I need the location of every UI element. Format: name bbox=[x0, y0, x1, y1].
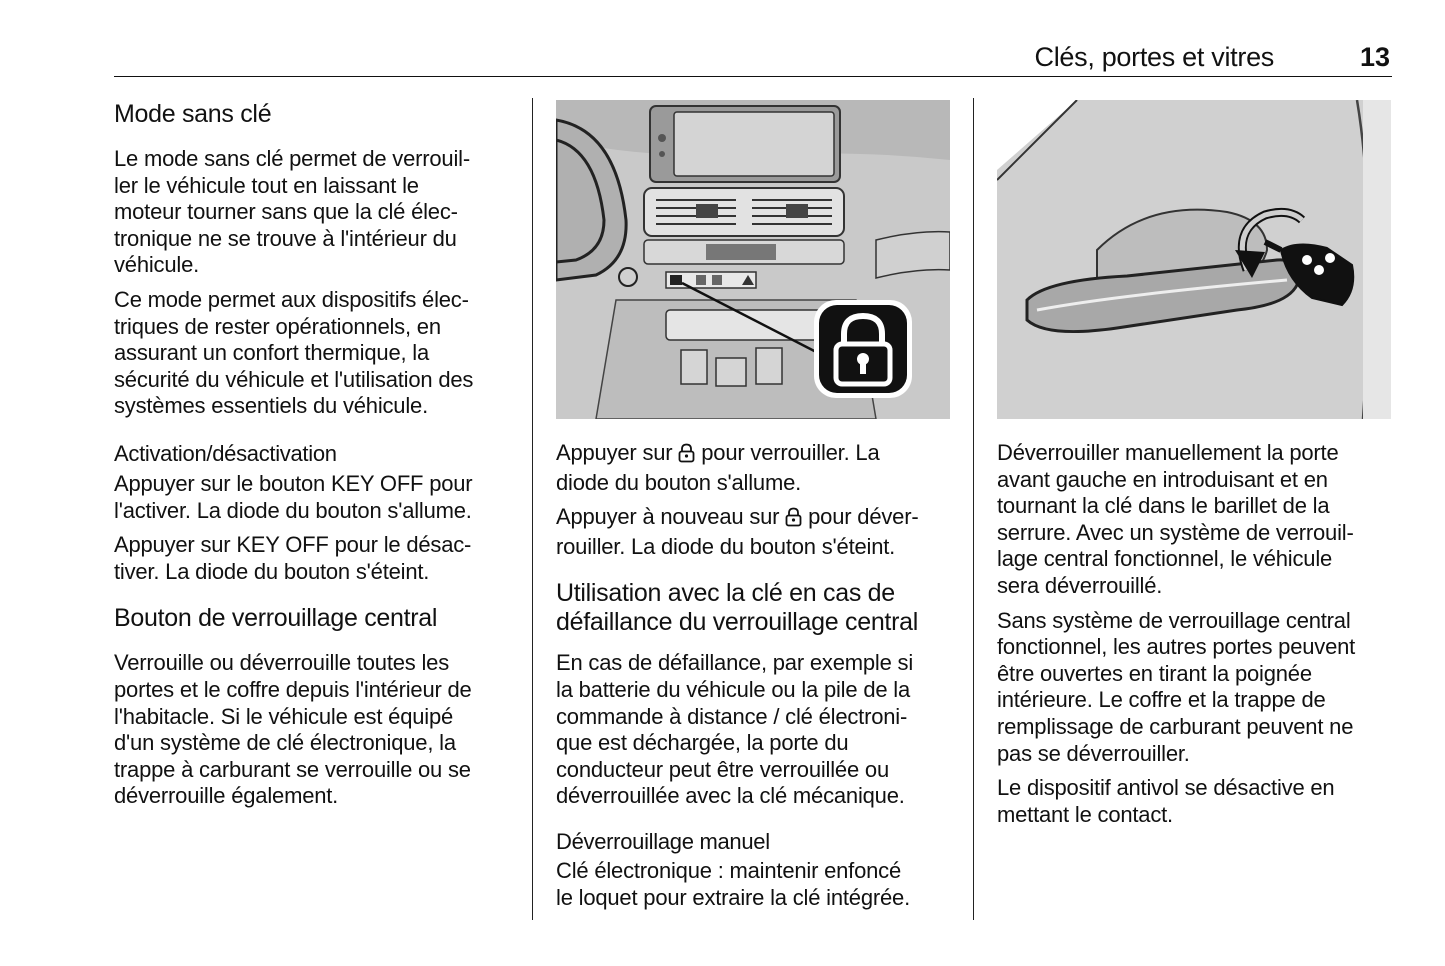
column-divider-1 bbox=[532, 98, 533, 920]
paragraph-activation-2 bbox=[114, 532, 514, 585]
text-line: tronique ne se trouve à l'intérieur du bbox=[114, 225, 457, 251]
text-line: serrure. Avec un système de verrouil- bbox=[997, 519, 1354, 545]
door-handle-key-illustration bbox=[997, 100, 1391, 419]
text-line: le loquet pour extraire la clé intégrée. bbox=[556, 884, 910, 910]
padlock-icon bbox=[785, 507, 802, 527]
text-line: lage central fonctionnel, le véhicule bbox=[997, 546, 1333, 572]
paragraph-keyless-2 bbox=[114, 287, 514, 420]
title-line: Utilisation avec la clé en cas de bbox=[556, 579, 895, 608]
text-line: la batterie du véhicule ou la pile de la bbox=[556, 676, 911, 702]
text-line: assurant un confort thermique, la bbox=[114, 340, 430, 366]
text-line: Le mode sans clé permet de verrouil- bbox=[114, 146, 470, 171]
text-line: Clé électronique : maintenir enfoncé bbox=[556, 857, 902, 883]
paragraph-lock-press bbox=[556, 440, 956, 496]
section-title-central-lock: Bouton de verrouillage central bbox=[114, 604, 438, 633]
page-number: 13 bbox=[1359, 42, 1390, 72]
text-line: déverrouille également. bbox=[114, 783, 339, 809]
page-header bbox=[114, 38, 1392, 77]
text-line: rouiller. La diode du bouton s'éteint. bbox=[556, 533, 896, 559]
paragraph-antitheft bbox=[997, 775, 1397, 828]
text-line: Déverrouiller manuellement la porte bbox=[997, 440, 1339, 465]
paragraph-unlock-press bbox=[556, 504, 956, 560]
section-title-key-failure bbox=[556, 579, 956, 637]
text-line: Ce mode permet aux dispositifs élec- bbox=[114, 286, 469, 312]
paragraph-activation-1 bbox=[114, 471, 514, 524]
title-line: défaillance du verrouillage central bbox=[556, 608, 918, 637]
paragraph-central-lock bbox=[114, 650, 514, 810]
text-line: d'un système de clé électronique, la bbox=[114, 730, 456, 756]
text-line: avant gauche en introduisant et en bbox=[997, 466, 1328, 492]
text-run: Appuyer sur bbox=[556, 440, 673, 465]
running-title: Clés, portes et vitres bbox=[1034, 42, 1274, 72]
text-line bbox=[556, 504, 956, 531]
dashboard-lock-button-illustration bbox=[556, 100, 950, 419]
text-line: sera déverrouillé. bbox=[997, 572, 1163, 598]
column-1 bbox=[114, 98, 514, 810]
text-line: fonctionnel, les autres portes peuvent bbox=[997, 634, 1356, 660]
text-line: déverrouillée avec la clé mécanique. bbox=[556, 783, 905, 809]
text-line: tournant la clé dans le barillet de la bbox=[997, 493, 1330, 519]
padlock-icon bbox=[678, 443, 695, 463]
text-line bbox=[556, 440, 956, 467]
text-line: l'activer. La diode du bouton s'allume. bbox=[114, 497, 472, 523]
text-line: En cas de défaillance, par exemple si bbox=[556, 650, 914, 676]
text-line: systèmes essentiels du véhicule. bbox=[114, 393, 428, 419]
text-line: intérieure. Le coffre et la trappe de bbox=[997, 687, 1326, 713]
text-run: pour verrouiller. La bbox=[701, 440, 880, 465]
text-line: que est déchargée, la porte du bbox=[556, 730, 849, 756]
text-line: véhicule. bbox=[114, 252, 200, 278]
text-line: conducteur peut être verrouillée ou bbox=[556, 756, 889, 782]
text-line: Appuyer sur KEY OFF pour le désac- bbox=[114, 532, 472, 558]
text-line: tiver. La diode du bouton s'éteint. bbox=[114, 558, 430, 584]
text-line: triques de rester opérationnels, en bbox=[114, 313, 441, 339]
text-line: commande à distance / clé électroni- bbox=[556, 703, 908, 729]
text-line: sécurité du véhicule et l'utilisation des bbox=[114, 366, 474, 392]
text-line: l'habitacle. Si le véhicule est équipé bbox=[114, 703, 454, 729]
text-line: être ouvertes en tirant la poignée bbox=[997, 660, 1312, 686]
text-line: mettant le contact. bbox=[997, 801, 1173, 827]
text-line: Le dispositif antivol se désactive en bbox=[997, 775, 1335, 801]
column-2 bbox=[556, 440, 956, 911]
text-line: Verrouille ou déverrouille toutes les bbox=[114, 650, 450, 676]
text-line: remplissage de carburant peuvent ne bbox=[997, 713, 1354, 739]
text-line: Appuyer sur le bouton KEY OFF pour bbox=[114, 470, 473, 496]
text-line: ler le véhicule tout en laissant le bbox=[114, 172, 419, 198]
text-line: portes et le coffre depuis l'intérieur de bbox=[114, 676, 472, 702]
paragraph-keyless-1 bbox=[114, 146, 514, 279]
text-line: pas se déverrouiller. bbox=[997, 740, 1190, 766]
text-run: Appuyer à nouveau sur bbox=[556, 504, 780, 530]
text-line: trappe à carburant se verrouille ou se bbox=[114, 756, 471, 782]
column-3 bbox=[997, 440, 1397, 828]
text-line: Sans système de verrouillage central bbox=[997, 607, 1351, 633]
paragraph-key-failure bbox=[556, 650, 956, 810]
paragraph-manual-unlock-door bbox=[997, 440, 1397, 600]
subheading-activation: Activation/désactivation bbox=[114, 440, 337, 466]
section-title-keyless: Mode sans clé bbox=[114, 100, 272, 128]
paragraph-manual-unlock bbox=[556, 858, 956, 911]
subheading-manual-unlock: Déverrouillage manuel bbox=[556, 828, 770, 854]
column-divider-2 bbox=[973, 98, 974, 920]
text-line: moteur tourner sans que la clé élec- bbox=[114, 199, 458, 225]
text-run: pour déver- bbox=[808, 504, 919, 530]
text-line: diode du bouton s'allume. bbox=[556, 469, 802, 495]
paragraph-other-doors bbox=[997, 608, 1397, 768]
